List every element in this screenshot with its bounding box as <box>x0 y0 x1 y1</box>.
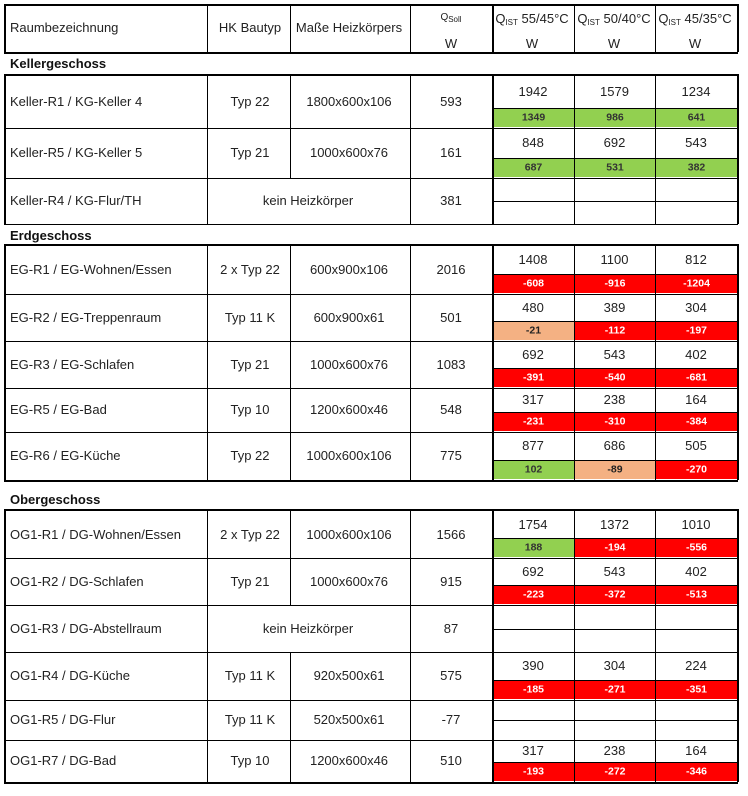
q-ist-55-diff: -231 <box>522 415 545 428</box>
q-ist-45-value: 164 <box>685 743 707 758</box>
ist-split-line <box>492 460 737 461</box>
q-soll-value: 575 <box>440 668 462 683</box>
ist-split-line <box>492 201 737 202</box>
col-line <box>655 509 656 782</box>
q-ist-50-diff: 531 <box>606 161 624 174</box>
header-hk-type: HK Bautyp <box>218 20 282 35</box>
q-soll-value: 2016 <box>436 262 466 277</box>
q-ist-55-diff-cell <box>493 369 574 387</box>
row-line <box>4 432 738 433</box>
q-ist-45-value: 402 <box>685 346 707 362</box>
room-name: OG1-R4 / DG-Küche <box>10 668 130 683</box>
hk-dimensions: 1800x600x106 <box>306 94 392 109</box>
ist-split-line <box>492 585 737 586</box>
hk-type: Typ 21 <box>230 573 270 589</box>
col-line <box>207 4 208 52</box>
q-ist-55-diff-cell <box>493 763 574 781</box>
header-q-soll: $Q_{Soll}$ <box>440 12 462 24</box>
q-ist-55-diff: -391 <box>522 371 545 384</box>
col-line <box>574 509 575 782</box>
section-kg-line <box>4 74 738 76</box>
row-line <box>4 652 738 653</box>
header-q-ist-45: $Q_{IST}$ 45/35°C <box>658 11 732 27</box>
q-soll-value: 381 <box>440 193 462 208</box>
section-erdgeschoss: Erdgeschoss <box>10 228 92 243</box>
row-line <box>4 294 738 295</box>
q-ist-55-value: 480 <box>522 299 544 315</box>
hk-dimensions: 1000x600x106 <box>306 526 392 542</box>
q-ist-55-diff: 188 <box>524 541 543 554</box>
ist-split-line <box>492 629 737 630</box>
table-top-line <box>4 4 738 6</box>
q-ist-50-value: 1579 <box>600 84 629 99</box>
room-name: EG-R2 / EG-Treppenraum <box>10 309 162 325</box>
q-soll-value: 1083 <box>436 356 466 372</box>
hk-dimensions: 1000x600x76 <box>309 573 389 589</box>
q-ist-45-value: 164 <box>685 392 707 407</box>
q-ist-45-diff: -197 <box>685 324 708 337</box>
q-ist-45-diff: -384 <box>685 415 708 428</box>
col-line <box>410 244 411 480</box>
q-ist-50-value: 1372 <box>600 516 629 532</box>
hk-type: Typ 22 <box>230 94 270 109</box>
col-line <box>737 74 739 224</box>
room-name: OG1-R3 / DG-Abstellraum <box>10 620 162 636</box>
ist-split-line <box>492 321 737 322</box>
q-soll-value: 510 <box>440 753 462 768</box>
header-q-ist-55-unit: W <box>525 36 539 51</box>
q-ist-55-value: 848 <box>522 135 544 150</box>
ist-split-line <box>492 108 737 109</box>
q-ist-45-diff-cell <box>656 539 737 557</box>
q-ist-55-diff: 687 <box>524 161 543 174</box>
q-ist-45-value: 505 <box>685 438 707 453</box>
q-ist-45-diff-cell <box>656 413 737 431</box>
q-ist-45-diff-cell <box>656 275 737 293</box>
hk-type: Typ 11 K <box>224 712 276 727</box>
q-ist-45-diff-cell <box>656 159 737 177</box>
ist-split-line <box>492 720 737 721</box>
q-ist-45-diff: -556 <box>685 541 708 554</box>
room-name: Keller-R1 / KG-Keller 4 <box>10 94 143 109</box>
ist-split-line <box>492 368 737 369</box>
hk-type: Typ 10 <box>230 753 270 768</box>
q-ist-55-diff-cell <box>493 322 574 340</box>
q-ist-45-diff: -346 <box>685 765 708 778</box>
q-ist-45-diff: -681 <box>685 371 708 384</box>
q-ist-45-value: 224 <box>685 658 707 673</box>
ist-split-line <box>492 762 737 763</box>
col-line <box>410 509 411 782</box>
section-og-top-line <box>4 480 738 482</box>
q-ist-55-value: 317 <box>522 392 544 407</box>
section-og-line <box>4 509 738 511</box>
hk-dimensions: 600x900x106 <box>309 262 389 277</box>
col-line <box>207 74 208 224</box>
q-ist-45-diff: 641 <box>687 111 706 124</box>
hk-type: kein Heizkörper <box>262 620 354 636</box>
q-ist-50-diff-cell <box>575 539 655 557</box>
col-line <box>492 244 494 480</box>
q-soll-value: 1566 <box>436 526 466 542</box>
row-line <box>4 341 738 342</box>
q-ist-55-diff: -185 <box>522 683 545 696</box>
header-room: Raumbezeichnung <box>10 20 119 35</box>
col-line <box>290 4 291 52</box>
room-name: Keller-R5 / KG-Keller 5 <box>10 145 143 160</box>
room-name: OG1-R7 / DG-Bad <box>10 753 117 768</box>
hk-dimensions: 600x900x61 <box>313 309 385 325</box>
q-soll-value: 548 <box>440 402 462 417</box>
table-bottom-line <box>4 782 738 784</box>
col-line <box>492 4 494 52</box>
q-ist-50-value: 692 <box>603 135 626 150</box>
q-ist-50-diff: -194 <box>604 541 626 554</box>
section-obergeschoss: Obergeschoss <box>10 492 101 507</box>
q-ist-45-diff-cell <box>656 369 737 387</box>
hk-type: Typ 10 <box>230 402 270 417</box>
hk-dimensions: 1200x600x46 <box>309 402 389 417</box>
q-ist-50-value: 686 <box>603 438 626 453</box>
header-bottom-line <box>4 52 738 54</box>
col-line <box>574 244 575 480</box>
hk-type: Typ 21 <box>230 356 270 372</box>
q-ist-45-value: 402 <box>685 563 707 579</box>
q-ist-50-diff: -272 <box>604 765 626 778</box>
row-line <box>4 388 738 389</box>
q-ist-50-diff: -310 <box>604 415 626 428</box>
q-ist-45-diff-cell <box>656 681 737 699</box>
q-ist-50-diff-cell <box>575 369 655 387</box>
q-ist-50-diff-cell <box>575 586 655 604</box>
col-line <box>207 509 208 782</box>
q-ist-55-value: 877 <box>522 438 544 453</box>
q-soll-value: 87 <box>443 620 459 636</box>
q-ist-55-diff-cell <box>493 586 574 604</box>
room-name: Keller-R4 / KG-Flur/TH <box>10 193 142 208</box>
hk-type: Typ 11 K <box>224 668 276 683</box>
q-ist-45-diff: 382 <box>687 161 706 174</box>
q-ist-55-diff: -193 <box>522 765 545 778</box>
q-ist-55-diff: 1349 <box>521 111 546 124</box>
col-line <box>4 4 6 52</box>
header-q-ist-55: $Q_{IST}$ 55/45°C <box>495 11 569 27</box>
hk-dimensions: 520x500x61 <box>313 712 385 727</box>
ist-split-line <box>492 412 737 413</box>
q-ist-50-value: 543 <box>603 346 626 362</box>
section-eg-top-line <box>4 224 738 225</box>
hk-dimensions: 1200x600x46 <box>309 753 389 768</box>
q-ist-50-diff-cell <box>575 413 655 431</box>
col-line <box>410 74 411 224</box>
hk-dimensions: 1000x600x76 <box>309 356 389 372</box>
q-ist-50-diff: -540 <box>604 371 626 384</box>
q-ist-50-diff-cell <box>575 763 655 781</box>
q-ist-55-diff-cell <box>493 109 574 127</box>
q-ist-45-diff-cell <box>656 461 737 479</box>
room-name: EG-R5 / EG-Bad <box>10 402 107 417</box>
q-ist-45-value: 1010 <box>681 516 711 532</box>
room-name: OG1-R5 / DG-Flur <box>10 712 116 727</box>
q-ist-55-diff-cell <box>493 275 574 293</box>
col-line <box>290 509 291 605</box>
col-line <box>4 74 6 224</box>
row-line <box>4 700 738 701</box>
q-ist-55-diff-cell <box>493 681 574 699</box>
q-ist-50-value: 238 <box>603 743 626 758</box>
q-ist-55-diff-cell <box>493 539 574 557</box>
q-ist-50-value: 1100 <box>600 252 629 267</box>
q-ist-55-diff-cell <box>493 159 574 177</box>
q-ist-45-diff-cell <box>656 322 737 340</box>
hk-type: Typ 11 K <box>224 309 276 325</box>
q-ist-45-diff: -351 <box>685 683 708 696</box>
row-line <box>4 178 738 179</box>
room-name: OG1-R1 / DG-Wohnen/Essen <box>10 526 181 542</box>
q-ist-50-value: 304 <box>603 658 626 673</box>
row-line <box>4 558 738 559</box>
col-line <box>290 74 291 178</box>
q-ist-50-diff-cell <box>575 159 655 177</box>
q-ist-50-value: 543 <box>603 563 626 579</box>
col-line <box>574 74 575 224</box>
col-line <box>574 4 575 52</box>
col-line <box>737 244 739 480</box>
section-eg-line <box>4 244 738 246</box>
q-ist-55-diff-cell <box>493 413 574 431</box>
q-ist-50-diff: -89 <box>607 463 623 476</box>
q-ist-45-diff-cell <box>656 109 737 127</box>
room-name: EG-R1 / EG-Wohnen/Essen <box>10 262 172 277</box>
q-ist-55-value: 1754 <box>518 516 548 532</box>
hk-type: Typ 22 <box>230 448 270 463</box>
col-line <box>655 244 656 480</box>
q-ist-50-diff: -916 <box>604 277 626 290</box>
q-ist-50-diff: 986 <box>606 111 624 124</box>
q-soll-value: 593 <box>440 94 462 109</box>
q-ist-55-value: 692 <box>522 346 544 362</box>
q-ist-50-diff-cell <box>575 322 655 340</box>
q-ist-45-value: 1234 <box>681 84 711 99</box>
q-ist-55-diff: -21 <box>525 324 542 337</box>
hk-type: 2 x Typ 22 <box>220 262 280 277</box>
col-line <box>737 4 739 52</box>
col-line <box>290 244 291 480</box>
header-q-soll-unit: W <box>444 36 458 51</box>
q-ist-55-diff: -223 <box>522 588 545 601</box>
q-ist-45-diff: -513 <box>685 588 708 601</box>
col-line <box>492 74 494 224</box>
q-ist-45-diff: -1204 <box>683 277 710 290</box>
header-q-ist-50: $Q_{IST}$ 50/40°C <box>577 11 651 27</box>
ist-split-line <box>492 274 737 275</box>
q-ist-55-diff: -608 <box>522 277 545 290</box>
col-line <box>4 244 6 480</box>
q-soll-value: -77 <box>441 712 461 727</box>
hk-dimensions: 1000x600x76 <box>309 145 389 160</box>
hk-dimensions: 920x500x61 <box>313 668 385 683</box>
q-ist-45-diff: -270 <box>685 463 708 476</box>
q-ist-50-value: 238 <box>603 392 626 407</box>
q-ist-50-diff: -271 <box>604 683 626 696</box>
room-name: EG-R6 / EG-Küche <box>10 448 121 463</box>
q-ist-45-value: 812 <box>685 252 707 267</box>
row-line <box>4 740 738 741</box>
ist-split-line <box>492 158 737 159</box>
q-ist-50-diff-cell <box>575 275 655 293</box>
col-line <box>410 4 411 52</box>
ist-split-line <box>492 538 737 539</box>
q-ist-50-value: 389 <box>603 299 626 315</box>
q-ist-45-diff-cell <box>656 763 737 781</box>
q-ist-50-diff: -372 <box>604 588 626 601</box>
q-ist-45-diff-cell <box>656 586 737 604</box>
ist-split-line <box>492 680 737 681</box>
section-kellergeschoss: Kellergeschoss <box>10 56 107 71</box>
q-ist-50-diff-cell <box>575 461 655 479</box>
q-ist-55-value: 692 <box>522 563 544 579</box>
col-line <box>290 652 291 782</box>
room-name: OG1-R2 / DG-Schlafen <box>10 573 144 589</box>
q-ist-55-diff: 102 <box>524 463 543 476</box>
q-ist-50-diff-cell <box>575 681 655 699</box>
col-line <box>655 4 656 52</box>
row-line <box>4 605 738 606</box>
q-soll-value: 775 <box>440 448 462 463</box>
q-ist-50-diff: -112 <box>604 324 626 337</box>
col-line <box>737 509 739 782</box>
col-line <box>655 74 656 224</box>
header-q-ist-45-unit: W <box>688 36 702 51</box>
hk-type: Typ 21 <box>230 145 270 160</box>
col-line <box>4 509 6 782</box>
row-line <box>4 128 738 129</box>
hk-type: kein Heizkörper <box>262 193 354 208</box>
col-line <box>207 244 208 480</box>
room-name: EG-R3 / EG-Schlafen <box>10 356 135 372</box>
q-ist-55-value: 1408 <box>518 252 548 267</box>
q-ist-55-value: 317 <box>522 743 544 758</box>
q-ist-55-value: 390 <box>522 658 544 673</box>
q-ist-45-value: 304 <box>685 299 707 315</box>
hk-dimensions: 1000x600x106 <box>306 448 392 463</box>
q-soll-value: 501 <box>440 309 462 325</box>
q-soll-value: 161 <box>440 145 462 160</box>
col-line <box>492 509 494 782</box>
q-ist-55-value: 1942 <box>518 84 548 99</box>
q-soll-value: 915 <box>440 573 462 589</box>
hk-type: 2 x Typ 22 <box>220 526 280 542</box>
header-dimensions: Maße Heizkörpers <box>295 20 403 35</box>
q-ist-45-value: 543 <box>685 135 707 150</box>
header-q-ist-50-unit: W <box>607 36 621 51</box>
q-ist-55-diff-cell <box>493 461 574 479</box>
q-ist-50-diff-cell <box>575 109 655 127</box>
